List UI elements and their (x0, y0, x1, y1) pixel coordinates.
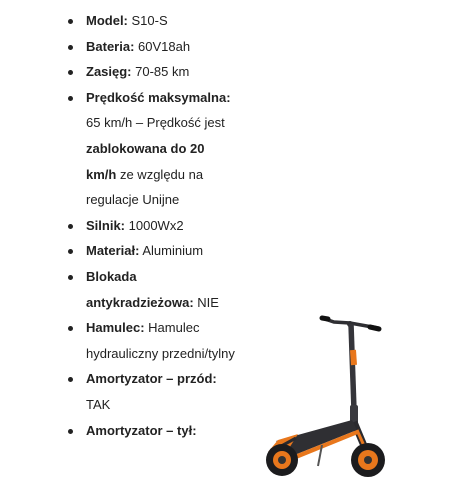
spec-value-after: ze względu na regulacje Unijne (86, 166, 204, 208)
spec-emphasis: zablokowana do 20 km/h (86, 140, 205, 182)
spec-label: Silnik: (86, 217, 126, 233)
spec-label: Amortyzator – tył: (86, 422, 197, 438)
spec-value: Hamulec hydrauliczny przedni/tylny (86, 320, 235, 361)
spec-battery (66, 34, 236, 60)
spec-value: S10-S (131, 13, 168, 28)
spec-model (66, 8, 236, 34)
bullet (68, 249, 73, 254)
electric-scooter-icon (262, 310, 387, 480)
bullet (68, 224, 73, 229)
spec-value: 70-85 km (135, 64, 190, 80)
spec-range (66, 59, 236, 85)
spec-label: Model: (86, 13, 128, 28)
bullet (68, 70, 73, 75)
bullet (68, 326, 73, 331)
spec-value: TAK (86, 396, 111, 412)
spec-front-suspension (66, 366, 236, 417)
spec-value: Aluminium (142, 243, 204, 259)
bullet (68, 377, 73, 382)
bullet (68, 45, 73, 50)
bullet (68, 429, 73, 434)
spec-label: Hamulec: (86, 320, 145, 336)
spec-motor (66, 213, 236, 239)
spec-value: NIE (197, 294, 219, 310)
spec-brake (66, 315, 236, 366)
bullet (68, 96, 73, 101)
spec-max-speed (66, 85, 236, 213)
spec-label: Bateria: (86, 38, 135, 54)
spec-material (66, 238, 236, 264)
spec-label: Prędkość maksymalna: (86, 89, 231, 105)
spec-value: 1000Wx2 (128, 217, 184, 233)
spec-label: Amortyzator – przód: (86, 371, 217, 387)
spec-label: Zasięg: (86, 64, 132, 80)
bullet (68, 275, 73, 280)
spec-anti-theft (66, 264, 236, 315)
spec-label: Materiał: (86, 243, 140, 259)
bullet (68, 19, 73, 24)
spec-value: 60V18ah (138, 38, 191, 54)
spec-rear-suspension (66, 418, 236, 444)
spec-value: 65 km/h – Prędkość jest (86, 115, 225, 131)
spec-list (66, 8, 236, 443)
spec-label: Blokada antykradzieżowa: (86, 268, 194, 310)
